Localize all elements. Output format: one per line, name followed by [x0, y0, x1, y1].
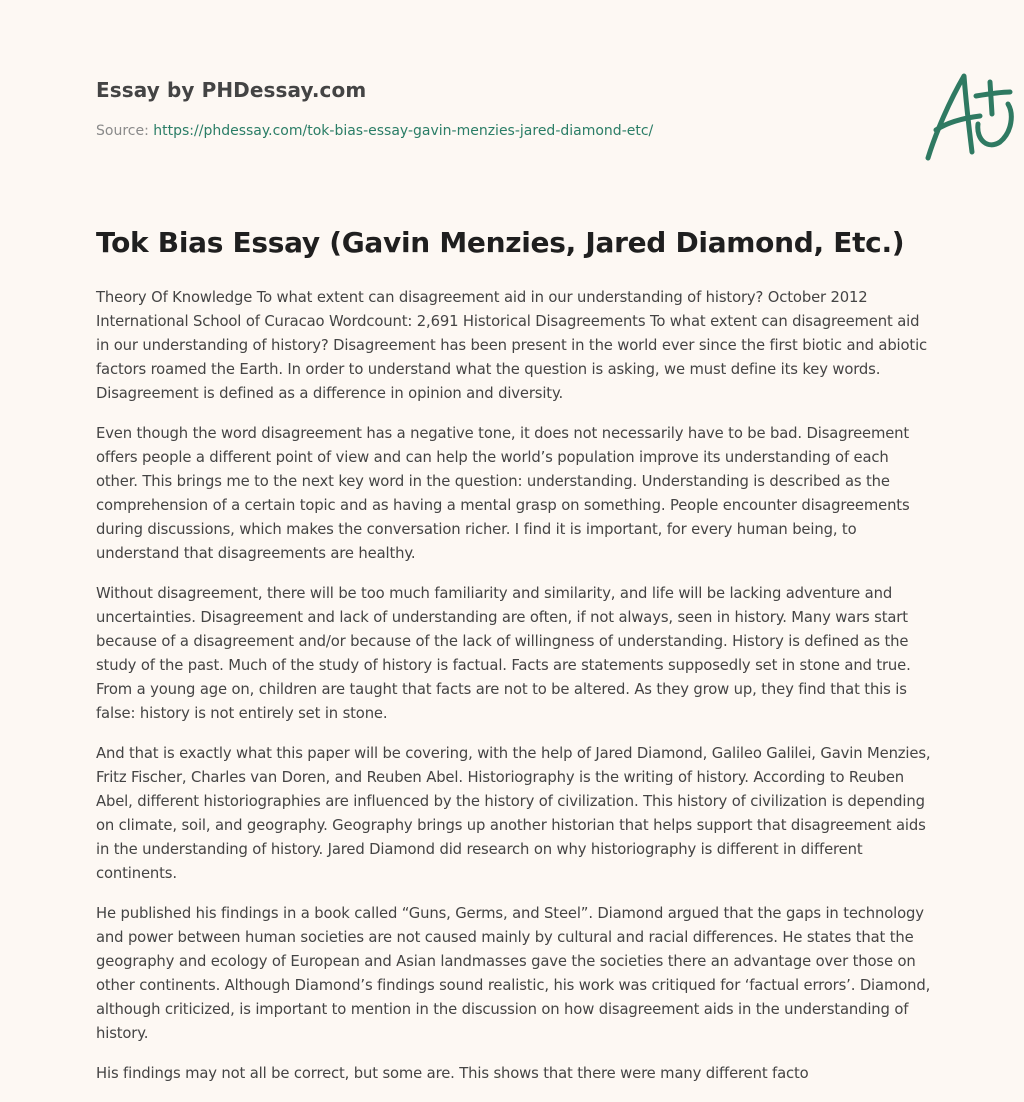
source-line	[96, 123, 653, 139]
essay-title: Tok Bias Essay (Gavin Menzies, Jared Diamond, Etc.)	[96, 226, 905, 259]
essay-paragraph: And that is exactly what this paper will be covering, with the help of Jared Diamond, Galileo Galilei, Gavin Menzies, Fritz Fischer, Charles van Doren, and Reuben Abel. Historiography is the writing of history. According to Reuben Abel, different historiographies are influenced by the history of civilization. This history of civilization is depending on climate, soil, and geography. Geography brings up another historian that helps support that disagreement aids in the understanding of history. Jared Diamond did research on why historiography is different in different continents.	[96, 745, 931, 882]
essay-paragraph: Theory Of Knowledge To what extent can disagreement aid in our understanding of history? October 2012 International School of Curacao Wordcount: 2,691 Historical Disagreements To what extent can disagreement aid in our understanding of history? Disagreement has been present in the world ever since the first biotic and abiotic factors roamed the Earth. In order to understand what the question is asking, we must define its key words. Disagreement is defined as a difference in opinion and diversity.	[96, 289, 928, 402]
essay-paragraph: He published his findings in a book called “Guns, Germs, and Steel”. Diamond argued that the gaps in technology and power between human societies are not caused mainly by cultural and racial differences. He states that the geography and ecology of European and Asian landmasses gave the societies there an advantage over those on other continents. Although Diamond’s findings sound realistic, his work was critiqued for ‘factual errors’. Diamond, although criticized, is important to mention in the discussion on how disagreement aids in the understanding of history.	[96, 905, 931, 1042]
essay-body	[96, 286, 932, 1102]
essay-paragraph: Even though the word disagreement has a negative tone, it does not necessarily have to be bad. Disagreement offers people a different point of view and can help the world’s population improve its understanding of each other. This brings me to the next key word in the question: understanding. Understanding is described as the comprehension of a certain topic and as having a mental grasp on something. People encounter disagreements during discussions, which makes the conversation richer. I find it is important, for every human being, to understand that disagreements are healthy.	[96, 425, 910, 562]
a-plus-grade-icon	[914, 66, 1024, 166]
essay-paragraph: Without disagreement, there will be too much familiarity and similarity, and life will be lacking adventure and uncertainties. Disagreement and lack of understanding are often, if not always, seen in history. Many wars start because of a disagreement and/or because of the lack of willingness of understanding. History is defined as the study of the past. Much of the study of history is factual. Facts are statements supposedly set in stone and true. From a young age on, children are taught that facts are not to be altered. As they grow up, they find that this is false: history is not entirely set in stone.	[96, 585, 911, 722]
site-brand[interactable]: Essay by PHDessay.com	[96, 78, 367, 102]
source-label: Source:	[96, 123, 154, 139]
source-link[interactable]: https://phdessay.com/tok-bias-essay-gavin-menzies-jared-diamond-etc/	[153, 123, 654, 139]
essay-paragraph: His findings may not all be correct, but some are. This shows that there were many different facto	[96, 1065, 809, 1082]
